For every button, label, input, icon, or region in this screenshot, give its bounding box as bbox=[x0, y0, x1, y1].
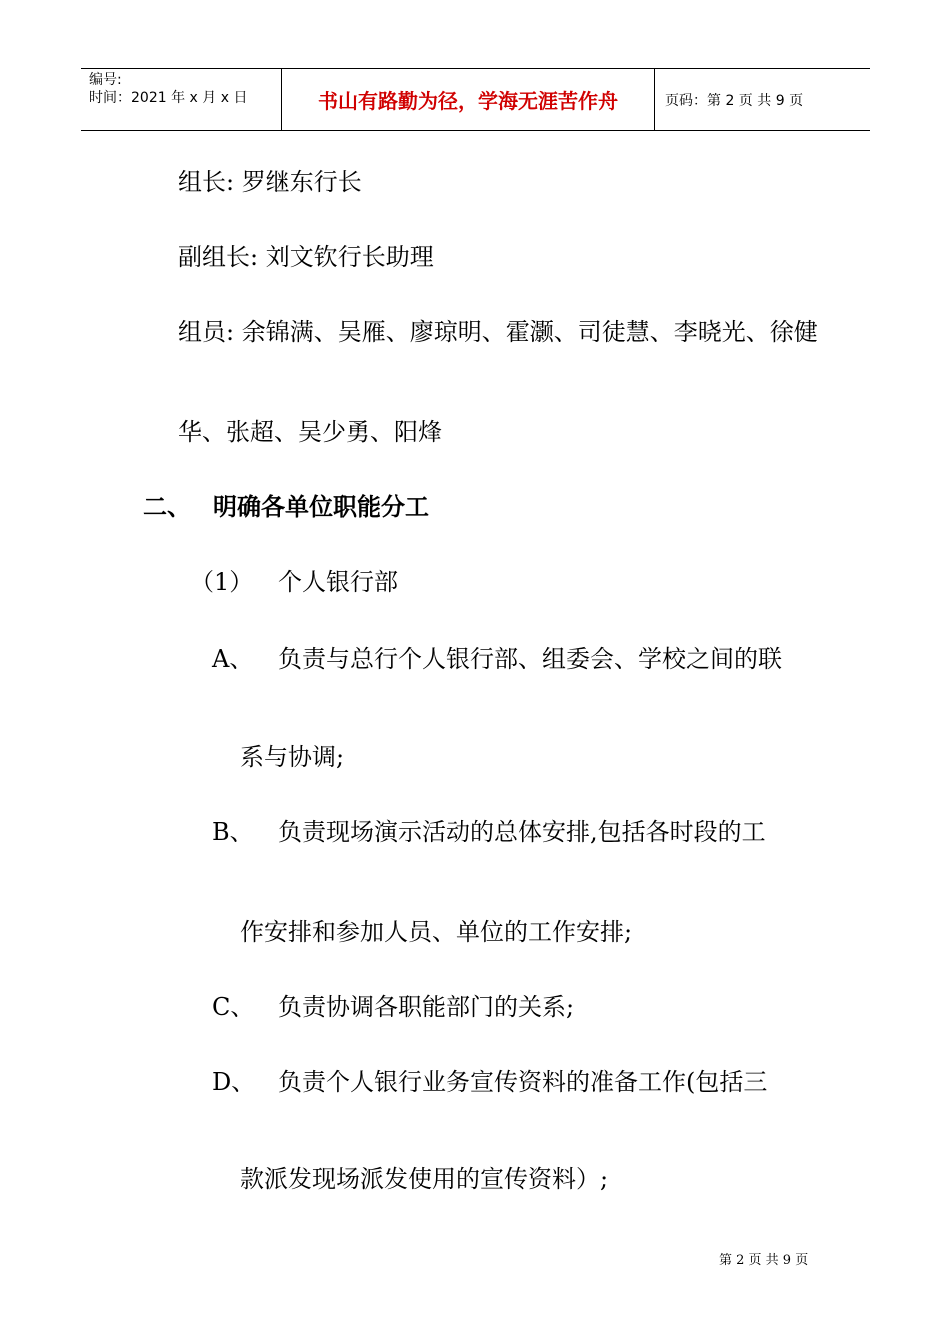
item-b-text: 负责现场演示活动的总体安排,包括各时段的工 bbox=[278, 818, 766, 846]
section-2-title: 明确各单位职能分工 bbox=[213, 493, 429, 521]
number-label: 编号: bbox=[89, 72, 122, 88]
item-b bbox=[212, 817, 766, 847]
sub-1-heading bbox=[190, 567, 398, 597]
members-line-2: 华、张超、吴少勇、阳烽 bbox=[178, 418, 442, 446]
item-a-continuation: 系与协调; bbox=[240, 743, 345, 771]
header-motto: 书山有路勤为径，学海无涯苦作舟 bbox=[282, 69, 655, 130]
header-meta bbox=[81, 69, 282, 130]
item-c bbox=[212, 992, 574, 1022]
item-d-continuation: 款派发现场派发使用的宣传资料）; bbox=[240, 1165, 609, 1193]
page-header bbox=[81, 68, 870, 131]
item-a-text: 负责与总行个人银行部、组委会、学校之间的联 bbox=[278, 645, 782, 673]
item-a bbox=[212, 644, 782, 674]
item-a-marker: A、 bbox=[212, 645, 254, 673]
vice-leader-line: 副组长: 刘文钦行长助理 bbox=[178, 243, 434, 271]
sub-1-title: 个人银行部 bbox=[278, 568, 398, 596]
page-footer: 第 2 页 共 9 页 bbox=[719, 1253, 809, 1268]
item-d-text: 负责个人银行业务宣传资料的准备工作(包括三 bbox=[278, 1068, 768, 1096]
item-c-text: 负责协调各职能部门的关系; bbox=[278, 993, 575, 1021]
item-b-continuation: 作安排和参加人员、单位的工作安排; bbox=[240, 918, 633, 946]
members-line-1: 组员: 余锦满、吴雁、廖琼明、霍灏、司徒慧、李晓光、徐健 bbox=[178, 318, 818, 346]
section-2-marker: 二、 bbox=[143, 493, 191, 521]
time-label: 时间：2021 年 x 月 x 日 bbox=[89, 90, 248, 106]
section-2-heading bbox=[143, 492, 429, 522]
leader-line: 组长: 罗继东行长 bbox=[178, 168, 362, 196]
item-c-marker: C、 bbox=[212, 993, 255, 1021]
item-d bbox=[212, 1067, 767, 1097]
header-page-info: 页码：第 2 页 共 9 页 bbox=[665, 92, 804, 109]
item-d-marker: D、 bbox=[212, 1068, 256, 1096]
item-b-marker: B、 bbox=[212, 818, 254, 846]
sub-1-marker: （1） bbox=[190, 568, 254, 596]
